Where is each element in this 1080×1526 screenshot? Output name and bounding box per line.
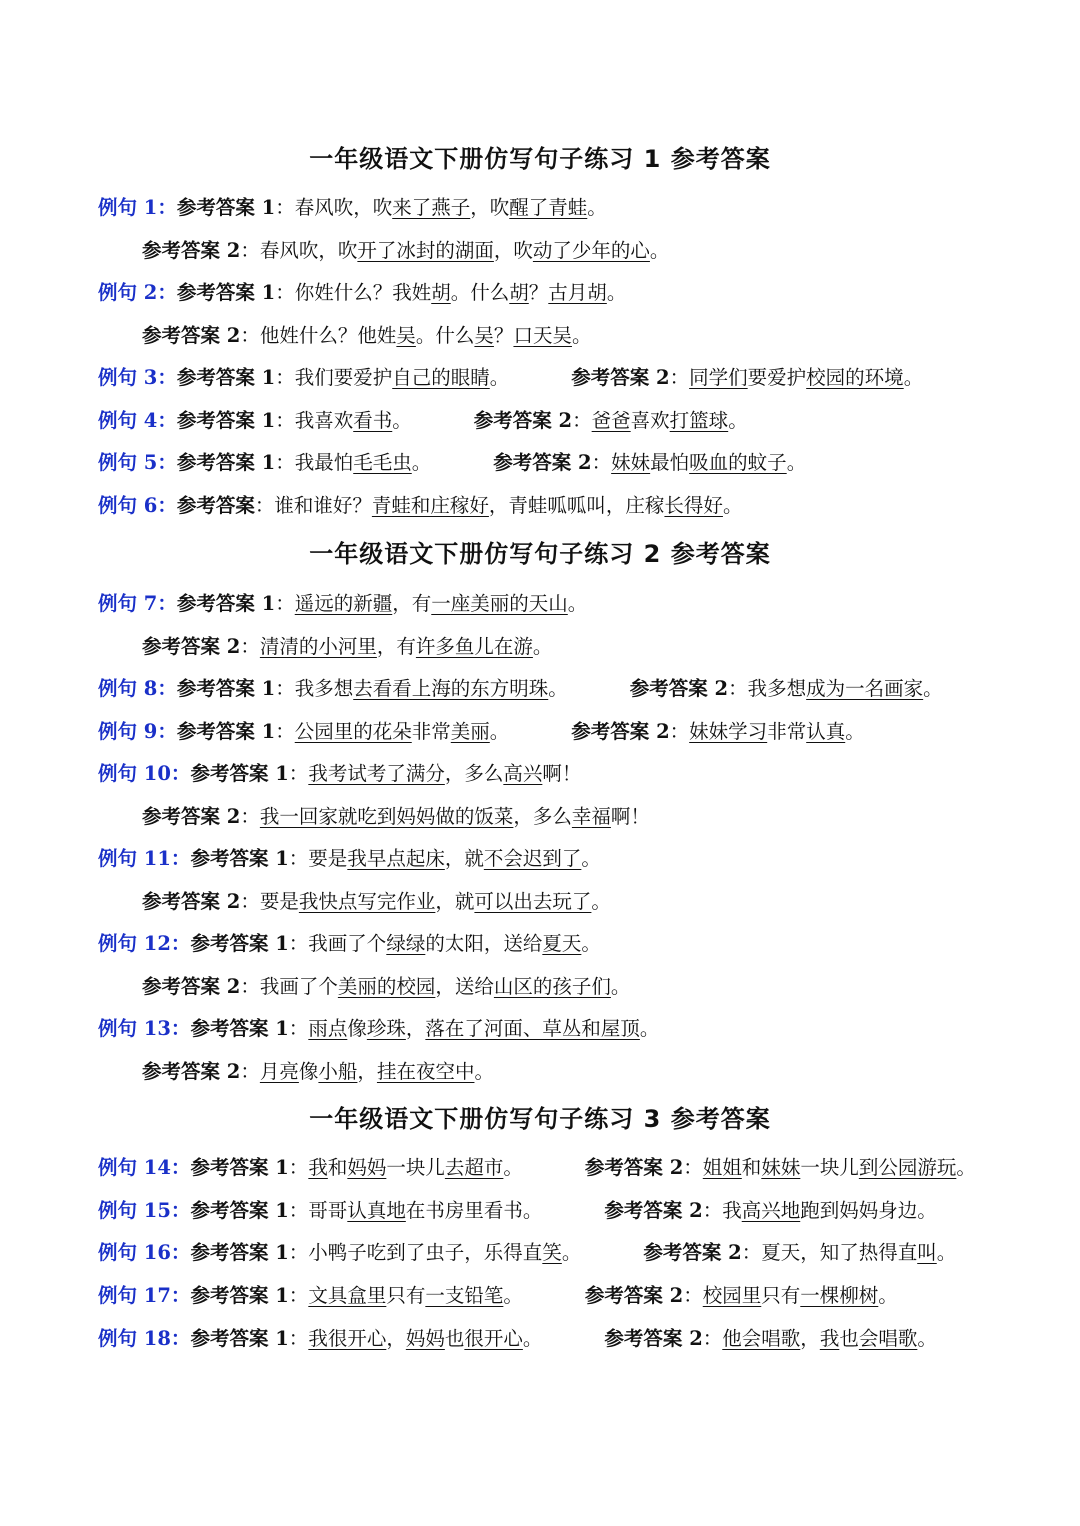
answer-label: 参考答案 1 bbox=[176, 592, 276, 615]
answer-label: 参考答案 1 bbox=[190, 932, 289, 955]
answer-line bbox=[98, 193, 607, 223]
answer-label: 参考答案 2 bbox=[142, 239, 241, 262]
underlined-text: 成为一名画家 bbox=[806, 677, 924, 700]
answer-line bbox=[98, 491, 742, 521]
answer-label: 参考答案 2 bbox=[142, 1060, 241, 1083]
answer-text: ，青蛙呱呱叫，庄稼 bbox=[488, 494, 665, 517]
example-label: 例句 13： bbox=[98, 1017, 191, 1040]
answer-text: ，就 bbox=[435, 890, 475, 913]
underlined-text: 吸血的蚊子 bbox=[689, 451, 787, 474]
answer-label: 参考答案 1 bbox=[176, 196, 276, 219]
underlined-text: 他会唱歌 bbox=[722, 1327, 801, 1350]
underlined-text: 月亮 bbox=[259, 1060, 299, 1083]
answer-text: ： bbox=[702, 1327, 723, 1350]
underlined-text: 胡 bbox=[431, 281, 451, 304]
answer-text: ： bbox=[288, 1017, 309, 1040]
underlined-text: 会唱歌 bbox=[858, 1327, 918, 1350]
underlined-text: 一支铅笔 bbox=[425, 1284, 504, 1307]
underlined-text: 妹妹学习 bbox=[689, 720, 768, 743]
answer-text: 。 bbox=[728, 409, 748, 432]
underlined-text: 高兴 bbox=[503, 762, 543, 785]
answer-text: 。 bbox=[936, 1241, 957, 1264]
answer-label: 参考答案 1 bbox=[176, 720, 276, 743]
underlined-text: 小船 bbox=[318, 1060, 358, 1083]
answer-label: 参考答案 1 bbox=[190, 762, 289, 785]
underlined-text: 我快点写完作业 bbox=[298, 890, 436, 913]
underlined-text: 夏天 bbox=[542, 932, 582, 955]
answer-label: 参考答案 2 bbox=[493, 451, 592, 474]
answer-text: 啊！ bbox=[542, 762, 582, 785]
answer-label: 参考答案 1 bbox=[176, 281, 276, 304]
answer-line bbox=[98, 1281, 898, 1311]
answer-label: 参考答案 1 bbox=[190, 1156, 289, 1179]
underlined-text: 一座美丽的天山 bbox=[431, 592, 568, 615]
underlined-text: 胡 bbox=[509, 281, 529, 304]
answer-text: 。 bbox=[489, 720, 510, 743]
underlined-text: 来了燕子 bbox=[392, 196, 471, 219]
answer-label: 参考答案 2 bbox=[142, 324, 241, 347]
answer-text: 也 bbox=[444, 1327, 465, 1350]
answer-text: ， bbox=[386, 1327, 406, 1350]
example-label: 例句 16： bbox=[98, 1241, 191, 1264]
answer-text: ？ bbox=[493, 324, 514, 347]
answer-text: ，送给 bbox=[435, 975, 494, 998]
answer-text: ： bbox=[572, 409, 592, 432]
answer-line bbox=[98, 589, 587, 619]
answer-text: 。 bbox=[923, 677, 943, 700]
underlined-text: 一棵柳树 bbox=[800, 1284, 879, 1307]
answer-line bbox=[98, 1238, 956, 1268]
underlined-text: 挂在夜空中 bbox=[376, 1060, 475, 1083]
underlined-text: 笑 bbox=[542, 1241, 562, 1264]
section-title: 一年级语文下册仿写句子练习 3 参考答案 bbox=[309, 1105, 771, 1133]
answer-line bbox=[98, 929, 601, 959]
underlined-text: 我 bbox=[308, 1156, 328, 1179]
underlined-text: 去超市 bbox=[444, 1156, 504, 1179]
answer-text: ：我多想 bbox=[275, 677, 354, 700]
underlined-text: 开了冰封的湖面 bbox=[357, 239, 494, 262]
example-label: 例句 2： bbox=[98, 281, 177, 304]
answer-text: 。 bbox=[503, 1284, 523, 1307]
answer-text: 和 bbox=[327, 1156, 348, 1179]
answer-label: 参考答案 2 bbox=[473, 409, 573, 432]
answer-text: ：我 bbox=[702, 1199, 742, 1222]
underlined-text: 许多鱼儿在游 bbox=[415, 635, 533, 658]
answer-line bbox=[142, 972, 630, 1002]
answer-text: ：要是 bbox=[288, 847, 348, 870]
answer-text: 跑到妈妈身边。 bbox=[800, 1199, 937, 1222]
example-label: 例句 1： bbox=[98, 196, 177, 219]
answer-text: ：我喜欢 bbox=[275, 409, 354, 432]
answer-text: ，多么 bbox=[444, 762, 504, 785]
answer-text: 。 bbox=[639, 1017, 660, 1040]
answer-label: 参考答案 2 bbox=[571, 366, 670, 389]
underlined-text: 妈妈 bbox=[405, 1327, 445, 1350]
answer-text: ：他姓什么？他姓 bbox=[240, 324, 397, 347]
underlined-text: 校园里 bbox=[702, 1284, 762, 1307]
underlined-text: 雨点 bbox=[308, 1017, 348, 1040]
underlined-text: 文具盒里 bbox=[308, 1284, 387, 1307]
answer-text: ： bbox=[683, 1156, 703, 1179]
underlined-text: 我 bbox=[819, 1327, 840, 1350]
answer-line bbox=[98, 717, 865, 747]
underlined-text: 妹妹 bbox=[761, 1156, 801, 1179]
answer-text: ，有 bbox=[376, 635, 416, 658]
answer-text: ，有 bbox=[392, 592, 432, 615]
answer-text: ： bbox=[288, 762, 309, 785]
underlined-text: 不会迟到了 bbox=[483, 847, 582, 870]
underlined-text: 幸福 bbox=[571, 805, 611, 828]
example-label: 例句 15： bbox=[98, 1199, 191, 1222]
underlined-text: 打篮球 bbox=[669, 409, 729, 432]
underlined-text: 毛毛虫 bbox=[353, 451, 412, 474]
answer-text: ： bbox=[240, 1060, 260, 1083]
answer-text: ： bbox=[683, 1284, 703, 1307]
example-label: 例句 18： bbox=[98, 1327, 191, 1350]
answer-text: 像 bbox=[347, 1017, 367, 1040]
underlined-text: 叫 bbox=[917, 1241, 937, 1264]
example-label: 例句 5： bbox=[98, 451, 177, 474]
answer-text: 和 bbox=[741, 1156, 762, 1179]
underlined-text: 同学们 bbox=[689, 366, 748, 389]
underlined-text: 可以出去玩了 bbox=[474, 890, 592, 913]
answer-text: 。 bbox=[567, 592, 588, 615]
underlined-text: 吴 bbox=[396, 324, 416, 347]
answer-text: 。 bbox=[532, 635, 553, 658]
underlined-text: 醒了青蛙 bbox=[509, 196, 588, 219]
answer-text: ： bbox=[275, 592, 295, 615]
answer-text: 。 bbox=[610, 975, 631, 998]
answer-text: ？ bbox=[528, 281, 549, 304]
answer-label: 参考答案 1 bbox=[190, 847, 289, 870]
underlined-text: 高兴地 bbox=[741, 1199, 801, 1222]
answer-text: ，吹 bbox=[493, 239, 533, 262]
answer-text: 一块儿 bbox=[386, 1156, 445, 1179]
example-label: 例句 7： bbox=[98, 592, 177, 615]
answer-text: ：我多想 bbox=[728, 677, 807, 700]
underlined-text: 我一回家就吃到妈妈做的饭菜 bbox=[259, 805, 514, 828]
answer-line bbox=[98, 1196, 937, 1226]
answer-text: 。 bbox=[956, 1156, 976, 1179]
answer-label: 参考答案 bbox=[176, 494, 255, 517]
underlined-text: 我早点起床 bbox=[347, 847, 445, 870]
answer-text: ： bbox=[240, 635, 260, 658]
answer-text: ：小鸭子吃到了虫子，乐得直 bbox=[288, 1241, 543, 1264]
example-label: 例句 3： bbox=[98, 366, 177, 389]
answer-text: ： bbox=[669, 366, 690, 389]
example-label: 例句 10： bbox=[98, 762, 191, 785]
answer-text: ：春风吹，吹 bbox=[275, 196, 393, 219]
answer-text: ，就 bbox=[444, 847, 484, 870]
answer-text: 。 bbox=[786, 451, 807, 474]
underlined-text: 自己的眼睛 bbox=[392, 366, 490, 389]
answer-text: 非常 bbox=[411, 720, 451, 743]
underlined-text: 我很开心 bbox=[308, 1327, 387, 1350]
underlined-text: 绿绿 bbox=[386, 932, 426, 955]
answer-text: ：我最怕 bbox=[275, 451, 354, 474]
answer-text: 。 bbox=[503, 1156, 523, 1179]
answer-label: 参考答案 1 bbox=[190, 1241, 289, 1264]
answer-label: 参考答案 1 bbox=[190, 1017, 289, 1040]
answer-text: ： bbox=[288, 1284, 309, 1307]
answer-label: 参考答案 1 bbox=[176, 366, 276, 389]
answer-text: 。 bbox=[489, 366, 510, 389]
answer-line bbox=[98, 759, 581, 789]
section-title: 一年级语文下册仿写句子练习 1 参考答案 bbox=[309, 145, 771, 173]
answer-line bbox=[142, 887, 611, 917]
example-label: 例句 8： bbox=[98, 677, 177, 700]
answer-line bbox=[142, 1057, 494, 1087]
answer-text: ：我画了个 bbox=[288, 932, 387, 955]
answer-text: 。 bbox=[571, 324, 592, 347]
answer-text: ： bbox=[275, 720, 295, 743]
underlined-text: 山区的孩子们 bbox=[493, 975, 611, 998]
answer-line bbox=[98, 406, 748, 436]
answer-line bbox=[142, 236, 669, 266]
answer-text: 。 bbox=[903, 366, 924, 389]
example-label: 例句 9： bbox=[98, 720, 177, 743]
underlined-text: 认真 bbox=[806, 720, 846, 743]
underlined-text: 我考试考了满分 bbox=[308, 762, 445, 785]
underlined-text: 到公园游玩 bbox=[858, 1156, 957, 1179]
answer-label: 参考答案 2 bbox=[142, 975, 241, 998]
answer-text: 在书房里看书。 bbox=[405, 1199, 543, 1222]
example-label: 例句 14： bbox=[98, 1156, 191, 1179]
answer-text: 。 bbox=[591, 890, 611, 913]
underlined-text: 认真地 bbox=[347, 1199, 406, 1222]
answer-line bbox=[98, 844, 601, 874]
answer-label: 参考答案 2 bbox=[571, 720, 670, 743]
example-label: 例句 17： bbox=[98, 1284, 191, 1307]
underlined-text: 吴 bbox=[474, 324, 494, 347]
answer-text: 。 bbox=[561, 1241, 582, 1264]
underlined-text: 看书 bbox=[353, 409, 393, 432]
answer-text: ，多么 bbox=[513, 805, 572, 828]
underlined-text: 口天吴 bbox=[513, 324, 572, 347]
answer-text: 要爱护 bbox=[747, 366, 807, 389]
underlined-text: 清清的小河里 bbox=[259, 635, 377, 658]
answer-text: ： bbox=[669, 720, 690, 743]
underlined-text: 遥远的新疆 bbox=[294, 592, 393, 615]
answer-text: ：哥哥 bbox=[288, 1199, 348, 1222]
answer-label: 参考答案 2 bbox=[643, 1241, 742, 1264]
answer-text: ， bbox=[800, 1327, 820, 1350]
underlined-text: 校园的环境 bbox=[806, 366, 904, 389]
answer-text: ：春风吹，吹 bbox=[240, 239, 358, 262]
example-label: 例句 6： bbox=[98, 494, 177, 517]
answer-text: 。 bbox=[474, 1060, 494, 1083]
answer-text: 一块儿 bbox=[800, 1156, 859, 1179]
answer-text: ：要是 bbox=[240, 890, 299, 913]
answer-text: ：谁和谁好？ bbox=[254, 494, 372, 517]
answer-label: 参考答案 2 bbox=[142, 805, 241, 828]
answer-text: ， bbox=[405, 1017, 426, 1040]
answer-text: ：夏天，知了热得直 bbox=[741, 1241, 918, 1264]
answer-text: 。 bbox=[878, 1284, 898, 1307]
answer-text: 。 bbox=[917, 1327, 937, 1350]
answer-text: 喜欢 bbox=[630, 409, 670, 432]
underlined-text: 妹妹 bbox=[611, 451, 651, 474]
underlined-text: 妈妈 bbox=[347, 1156, 387, 1179]
answer-line bbox=[98, 448, 806, 478]
answer-text: 。 bbox=[411, 451, 432, 474]
underlined-text: 长得好 bbox=[664, 494, 723, 517]
answer-text: 。 bbox=[845, 720, 865, 743]
answer-text: 。 bbox=[548, 677, 568, 700]
underlined-text: 很开心 bbox=[464, 1327, 523, 1350]
answer-label: 参考答案 2 bbox=[604, 1327, 703, 1350]
answer-text: ：我画了个 bbox=[240, 975, 338, 998]
answer-label: 参考答案 2 bbox=[629, 677, 729, 700]
answer-text: ， bbox=[357, 1060, 377, 1083]
answer-label: 参考答案 2 bbox=[584, 1284, 684, 1307]
answer-line bbox=[98, 1153, 976, 1183]
answer-text: 。 bbox=[522, 1327, 543, 1350]
answer-text: 。 bbox=[606, 281, 627, 304]
underlined-text: 公园里的花朵 bbox=[294, 720, 412, 743]
answer-text: 。 bbox=[722, 494, 743, 517]
example-label: 例句 4： bbox=[98, 409, 177, 432]
answer-text: 像 bbox=[298, 1060, 319, 1083]
answer-line bbox=[142, 632, 552, 662]
underlined-text: 动了少年的心 bbox=[532, 239, 650, 262]
answer-label: 参考答案 2 bbox=[584, 1156, 684, 1179]
answer-label: 参考答案 1 bbox=[190, 1199, 289, 1222]
answer-text: ：你姓什么？我姓 bbox=[275, 281, 432, 304]
answer-label: 参考答案 2 bbox=[604, 1199, 703, 1222]
underlined-text: 美丽的校园 bbox=[337, 975, 436, 998]
answer-line bbox=[98, 1014, 659, 1044]
answer-text: ： bbox=[240, 805, 260, 828]
answer-text: 只有 bbox=[761, 1284, 801, 1307]
answer-label: 参考答案 1 bbox=[190, 1284, 289, 1307]
underlined-text: 去看看上海的东方明珠 bbox=[353, 677, 549, 700]
answer-text: 。 bbox=[392, 409, 412, 432]
answer-text: ： bbox=[288, 1327, 309, 1350]
answer-text: 也 bbox=[839, 1327, 859, 1350]
answer-line bbox=[98, 278, 626, 308]
underlined-text: 美丽 bbox=[450, 720, 490, 743]
answer-line bbox=[142, 321, 591, 351]
underlined-text: 落在了河面、草丛和屋顶 bbox=[425, 1017, 640, 1040]
answer-line bbox=[98, 363, 923, 393]
example-label: 例句 11： bbox=[98, 847, 191, 870]
underlined-text: 青蛙和庄稼好 bbox=[371, 494, 489, 517]
answer-text: 的太阳，送给 bbox=[425, 932, 543, 955]
answer-text: 。 bbox=[581, 847, 601, 870]
answer-label: 参考答案 1 bbox=[176, 677, 276, 700]
answer-line bbox=[98, 1324, 937, 1354]
answer-label: 参考答案 2 bbox=[142, 890, 241, 913]
section-title: 一年级语文下册仿写句子练习 2 参考答案 bbox=[309, 540, 771, 568]
answer-line bbox=[98, 674, 943, 704]
answer-text: ：我们要爱护 bbox=[275, 366, 393, 389]
example-label: 例句 12： bbox=[98, 932, 191, 955]
answer-text: 。什么 bbox=[415, 324, 475, 347]
answer-label: 参考答案 1 bbox=[190, 1327, 289, 1350]
answer-text: 最怕 bbox=[650, 451, 690, 474]
answer-text: ，吹 bbox=[470, 196, 510, 219]
answer-text: ： bbox=[591, 451, 612, 474]
underlined-text: 姐姐 bbox=[702, 1156, 742, 1179]
answer-label: 参考答案 1 bbox=[176, 409, 276, 432]
answer-text: 。什么 bbox=[450, 281, 510, 304]
answer-label: 参考答案 1 bbox=[176, 451, 276, 474]
underlined-text: 珍珠 bbox=[366, 1017, 406, 1040]
answer-text: 。 bbox=[649, 239, 670, 262]
answer-text: ： bbox=[288, 1156, 309, 1179]
answer-text: 只有 bbox=[386, 1284, 426, 1307]
underlined-text: 爸爸 bbox=[591, 409, 631, 432]
answer-text: 啊！ bbox=[610, 805, 650, 828]
answer-text: 非常 bbox=[767, 720, 807, 743]
answer-line bbox=[142, 802, 650, 832]
answer-text: 。 bbox=[581, 932, 601, 955]
answer-label: 参考答案 2 bbox=[142, 635, 241, 658]
underlined-text: 古月胡 bbox=[548, 281, 607, 304]
answer-text: 。 bbox=[587, 196, 607, 219]
